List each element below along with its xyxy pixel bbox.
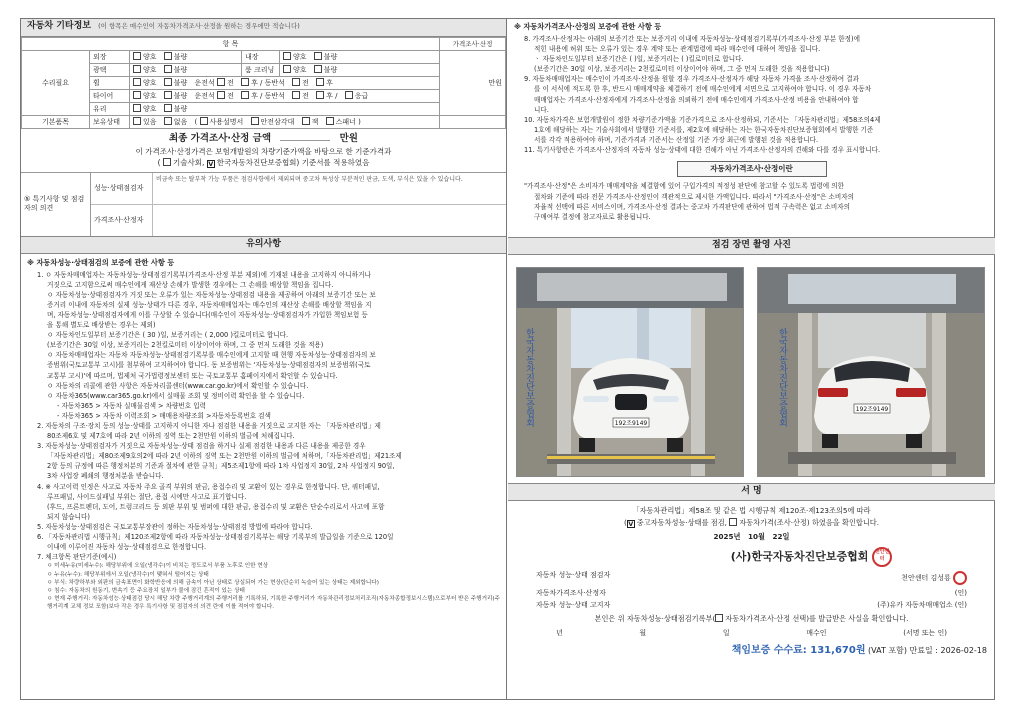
price-inspector-opinion-label: 가격조사·산정자 [91, 205, 153, 236]
checkbox-manual[interactable] [200, 117, 208, 125]
checkbox-interior-bad[interactable] [314, 52, 322, 60]
disclaimer-title: 자동차가격조사·산정이란 [677, 161, 827, 177]
checkbox-own-yes[interactable] [133, 117, 141, 125]
rear-car-illustration [758, 268, 985, 477]
checkbox-tire-good[interactable] [133, 91, 141, 99]
checkbox-triangle[interactable] [251, 117, 259, 125]
photos-header: 점검 장면 촬영 사진 [508, 237, 995, 255]
final-price-unit: 만원 [339, 133, 358, 144]
svg-text:192조9149: 192조9149 [614, 420, 648, 427]
checkbox-gloss-good[interactable] [133, 65, 141, 73]
inspector-opinion-text: 비금속 또는 탈부착 가능 부품은 점검사항에서 제외되며 중고차 특성상 부분적인 판금, 도색, 부식은 있을 수 있습니다. [156, 175, 463, 183]
own-status-label: 보유상태 [90, 116, 130, 129]
role-inspector: 자동차 성능·상태 점검자 천안센터 김성룡 [516, 571, 987, 585]
repair-price-unit: 만원 [440, 51, 506, 116]
checkbox-wheel-driver-front[interactable] [217, 78, 225, 86]
svg-text:한국자동차진단보증협회: 한국자동차진단보증협회 [777, 328, 787, 427]
signature-section [508, 501, 995, 662]
guarantee-fee-amount: 책임보증 수수료: 131,670원 [731, 645, 866, 657]
final-price-row [21, 129, 506, 147]
receipt-confirm: 본인은 위 자동차성능·상태점검기록부( 자동차가격조사·산정 선택)를 발급받은 사실을 확인합니다. [594, 614, 909, 624]
other-info-title: 자동차 기타정보 [27, 21, 91, 31]
checkbox-room-good[interactable] [283, 65, 291, 73]
association-name: (사)한국자동차진단보증협회 천안센터 [636, 547, 987, 567]
checkbox-tire-driver-rear[interactable] [241, 91, 249, 99]
signature-law-text: 「자동차관리법」제58조 및 같은 법 시행규칙 제120조·제123조의5에 따라 [632, 506, 871, 515]
exterior-label: 외장 [90, 51, 130, 64]
front-car-illustration [517, 268, 744, 477]
inspection-record-page [20, 18, 995, 700]
checkbox-tire-bad[interactable] [164, 91, 172, 99]
final-price-field[interactable] [280, 140, 330, 141]
front-car-photo [516, 267, 744, 477]
cautions-header: 유의사항 [21, 236, 506, 254]
svg-text:192조9149: 192조9149 [855, 406, 889, 413]
checkbox-receipt-price[interactable] [715, 614, 723, 622]
signature-date: 2025년 10월 22일 [713, 532, 790, 542]
opinion-label: ⑤ 특기사항 및 점검자의 의견 [21, 173, 91, 236]
photos-area [508, 255, 995, 483]
interior-label: 내장 [242, 51, 280, 64]
price-guarantee-heading: ※ 자동차가격조사·산정의 보증에 관한 사항 등 [514, 22, 662, 31]
left-column [21, 19, 507, 699]
checkbox-tire-pass-rear[interactable] [316, 91, 324, 99]
tire-label: 타이어 [90, 90, 130, 103]
checkbox-wheel-pass-rear[interactable] [316, 78, 324, 86]
checkbox-price-check[interactable] [729, 518, 737, 526]
checkbox-own-no[interactable] [164, 117, 172, 125]
right-column [508, 19, 995, 699]
checkbox-jack[interactable] [302, 117, 310, 125]
price-guarantee-section: ※ 자동차가격조사·산정의 보증에 관한 사항 등 8. 가격조사·산정자는 아래의 보증기간 또는 보증거리 이내에 자동차성능·상태점검기록부(가격조사·산정 부분 한정)에 적힌 내용에 허위 또는 오류가 있는 경우 계약 또는 관계법령에 따라 매수인에 대하여 책임을 집니다. ㆍ 자동차인도일부터 보증기간은 ( )일, 보증거리는 ( )킬로미터로 합니다. (보증기간은 30일 이상, 보증거리는 2천킬로미터 이상이어야 하며, 그 중 먼저 도래한 것을 적용합니다) 9. 자동차매매업자는 매수인이 가격조사·산정을 원할 경우 가격조사·산정자가 해당 자동차 가격을 조사·산정하여 결과 를 이 서식에 적도록 한 후, 반드시 매매계약을 체결하기 전에 매수인에게 서면으로 고지하여야 합니다. 이 경우 자동차 매매업자는 가격조사·산정자에게 가격조사·산정을 의뢰하기 전에 매수인에게 가격조사·산정 비용을 안내하여야 합 니다. 10. 자동차가격은 보험개발원이 정한 차량기준가액을 기준가격으로 조사·산정하되, 기준서는 「자동차관리법」제58조의4제 1호에 해당하는 자는 기술사회에서 발행한 기준서를, 제2호에 해당하는 자는 한국자동차진단보증협회에서 발행한 기준 서를 각각 적용하여야 하며, 기준가격과 기준서는 산정일 기준 가장 최근에 발행된 것을 적용합니다. 11. 특기사항란은 가격조사·산정자의 자동차 성능·상태에 대한 견해가 아닌 가격조사·산정자의 견해와 다를 경우 표시합니다. 자동차가격조사·산정이란 "가격조사·산정"은 소비자가 매매계약을 체결함에 있어 구입가격의 적정성 판단에 참고할 수 있도록 법령에 의한 절차와 기준에 따라 전문 가격조사·산정인이 객관적으로 제시한 가액입니다. 따라서 "가격조사·산정"은 소비자의 자율적 선택에 따른 서비스이며, 가격조사·산정 결과는 중고차 가격판단에 관하여 법적 구속력은 없고 소비자의 구매여부 결정에 참고자료로 활용됩니다. [508, 19, 995, 237]
checkbox-basis-kadia[interactable]: V [208, 159, 214, 168]
checkbox-wheel-bad[interactable] [164, 78, 172, 86]
checkbox-performance-check[interactable]: V [628, 519, 634, 528]
buyer-sign-row: 년 월 일 매수인 (서명 또는 인) [556, 628, 947, 637]
other-info-table: 항 목 가격조사·산정 수리필요 외장 양호 불량 내장 양호 불량 만원 광택 양호 불량 룸 크리닝 양호 불량 휠 양호 불량 운전석 전 후 / 동반석 전 후 타이어 양호 불량 운전석 전 후 / 동반석 전 후 / 응급 유리 양호 불량 기본품목 보유상태 있음 없음 ( 사용설명서 안전삼각대 잭 스패너 ) [21, 37, 506, 129]
item-col-header: 항 목 [22, 38, 440, 51]
role-notifier: 자동차 성능·상태 고지자 (주)유카 자동차매매업소 (인) [536, 601, 967, 610]
inspector-opinion-label: 성능·상태점검자 [91, 173, 153, 204]
checkbox-tire-emergency[interactable] [345, 91, 353, 99]
opinion-section [21, 172, 506, 236]
gloss-label: 광택 [90, 64, 130, 77]
checkbox-wheel-pass-front[interactable] [292, 78, 300, 86]
other-info-subtitle: (이 항목은 매수인이 자동차가격조사·산정을 원하는 경우에만 적습니다) [98, 22, 300, 30]
inspector-seal-icon [953, 571, 967, 585]
signature-header: 서 명 [508, 483, 995, 501]
checkbox-glass-good[interactable] [133, 104, 141, 112]
checkbox-exterior-good[interactable] [133, 52, 141, 60]
price-inspector-opinion-text[interactable] [153, 205, 506, 236]
checkbox-spanner[interactable] [326, 117, 334, 125]
checkbox-glass-bad[interactable] [164, 104, 172, 112]
guarantee-fee: 책임보증 수수료: 131,670원 (VAT 포함) 만료일 : 2026-02-18 [731, 645, 987, 657]
association-seal-icon: 천안센터 [872, 547, 892, 567]
checkbox-room-bad[interactable] [314, 65, 322, 73]
role-price-inspector: 자동차가격조사·산정자 (인) [536, 588, 967, 597]
interior-options: 양호 불량 [280, 51, 440, 64]
repair-needed-label: 수리필요 [22, 51, 90, 116]
rear-car-photo [757, 267, 985, 477]
svg-text:한국자동차진단보증협회: 한국자동차진단보증협회 [524, 328, 534, 427]
checkbox-basis-tech[interactable] [163, 158, 171, 166]
expiry-date: 만료일 : 2026-02-18 [909, 646, 987, 656]
signature-confirm-text: (V 중고자동차성능·상태를 점검, 자동차가격(조사·산정) 하였음을 확인합니다. [623, 517, 880, 528]
wheel-label: 휠 [90, 77, 130, 90]
final-price-label: 최종 가격조사·산정 금액 [169, 133, 271, 144]
checkbox-wheel-good[interactable] [133, 78, 141, 86]
price-basis: 이 가격조사·산정가격은 보험개발원의 차량기준가액을 바탕으로 한 기준가격과 ( 기술사회, V 한국자동차진단보증협회) 기준서를 적용하였음 [135, 146, 392, 168]
price-col-header: 가격조사·산정 [440, 38, 506, 51]
checkbox-exterior-bad[interactable] [164, 52, 172, 60]
room-cleaning-label: 룸 크리닝 [242, 64, 280, 77]
checkbox-wheel-driver-rear[interactable] [241, 78, 249, 86]
cautions-body: ※ 자동차성능·상태점검의 보증에 관한 사항 등 1. ㅇ 자동차매매업자는 자동차성능·상태점검기록부(가격조사·산정 부분 제외)에 기재된 내용을 고지하지 아니하거나 거짓으로 고지함으로써 매수인에게 재산상 손해가 발생한 경우에는 그 손해를 배상할 책임을 집니다. ㅇ 자동차성능·상태점검자가 거짓 또는 오류가 있는 자동차성능·상태점검 내용을 제공하여 아래의 보증기간 또는 보 증거리 이내에 자동차의 실제 성능·상태가 다른 경우, 자동차매매업자는 매수인의 재산상 손해를 배상할 책임을 지 며, 자동차성능·상태점검자에게 이를 구상할 수 있습니다(매수인이 자동차성능·상태점검자가 가입한 책임보험 등 을 통해 별도로 배상받는 경우는 제외) ㅇ 자동차인도일부터 보증기간은 ( 30 )일, 보증거리는 ( 2,000 )킬로미터로 합니다. (보증기간은 30일 이상, 보증거리는 2천킬로미터 이상이어야 하며, 그 중 먼저 도래한 것을 적용) ㅇ 자동차매매업자는 자동차 자동차성능·상태점검기록부를 매수인에게 고지할 때 현행 자동차성능·상태점검자의 보 증범위(국토교통부 고시)를 첨부하여 고지하여야 합니다. 동 보증범위는 '자동차성능·상태점검자의 보증범위(국토 교통부 고시)'에 따르며, 법제처 국가법령정보센터 또는 국토교통부 홈페이지에서 확인할 수 있습니다. ㅇ 자동차의 리콜에 관한 사항은 자동차리콜센터(www.car.go.kr)에서 확인할 수 있습니다. ㅇ 자동차365(www.car365.go.kr)에서 실매물 조회 및 정비이력 확인을 할 수 있습니다. - 자동차365 > 자동차 실매물검색 > 차량번호 입력 - 자동차365 > 자동차 이력조회 > 매매용차량조회 >자동차등록번호 검색 2. 자동차의 구조·장치 등의 성능·상태를 고지하지 아니한 자나 점검한 내용을 거짓으로 고지한 자는 「자동차관리법」제 80조제6호 및 제7호에 따라 2년 이하의 징역 또는 2천만원 이하의 벌금에 처해집니다. 3. 자동차성능·상태점검자가 거짓으로 자동차성능·상태 점검을 하거나 실제 점검한 내용과 다른 내용을 제공한 경우 「자동차관리법」제80조제9호의2에 따라 2년 이하의 징역 또는 2천만원 이하의 벌금에 처하며,「자동차관리법」제21조제 2항 등의 규정에 따른 행정처분의 기준과 절차에 관한 규칙」제5조제1항에 따라 1차 사업정지 30일, 2차 사업정지 90일, 3차 사업장 폐쇄의 행정처분을 받습니다. 4. ※ 사고이력 인정은 사고로 자동차 주요 골격 부위의 판금, 용접수리 및 교환이 있는 경우로 한정합니다. 단, 쿼터패널, 루프패널, 사이드실패널 부위는 절단, 용접 시에만 사고로 표기합니다. (후드, 프론트펜더, 도어, 트렁크리드 등 외판 부위 및 범퍼에 대한 판금, 용접수리 및 교환은 단순수리로서 사고에 포함 되지 않습니다) 5. 자동차성능·상태점검은 국토교통부장관이 정하는 자동차성능·상태점검 방법에 따라야 합니다. 6. 「자동차관리법 시행규칙」제120조제2항에 따라 자동차성능·상태점검기록부는 해당 기록부의 발급일을 기준으로 120일 이내에 이루어진 자동차 성능·상태점검으로 한정합니다. 7. 체크항목 판단기준(예시) ㅇ 미세누유(미세누수): 해당부위에 오일(냉각수)이 비치는 정도로서 부품 노후로 인한 현상 ㅇ 누유(누수): 해당부위에서 오일(냉각수)이 맺혀서 떨어지는 상태 ㅇ 부식: 차량하부와 외판의 금속표면이 화학반응에 의해 금속이 아닌 상태로 상실되어 가는 현상(단순히 녹슬어 있는 상태는 제외합니다) ㅇ 침수: 자동차의 원동기, 변속기 등 주요장치 일부가 물에 잠긴 흔적이 있는 상태 ㅇ 현재 주행거리: 자동차성능·상태점검 당시 해당 차량 주행거리계의 주행거리를 기록하되, 기록한 주행거리가 자동차관리정보처리조직(자동차종합정보시스템)으로부터 받은 주행거리(주행거리계 교체 정보 포함)보다 작은 경우 특기사항 및 점검자의 의견 란에 이를 적어야 합니다. [27, 257, 500, 610]
basic-items-label: 기본품목 [22, 116, 90, 129]
checkbox-gloss-bad[interactable] [164, 65, 172, 73]
checkbox-tire-driver-front[interactable] [217, 91, 225, 99]
cautions-heading: ※ 자동차성능·상태점검의 보증에 관한 사항 등 [27, 257, 175, 267]
checkbox-tire-pass-front[interactable] [292, 91, 300, 99]
checkbox-interior-good[interactable] [283, 52, 291, 60]
glass-label: 유리 [90, 103, 130, 116]
exterior-options: 양호 불량 [130, 51, 242, 64]
other-info-header [21, 19, 506, 37]
